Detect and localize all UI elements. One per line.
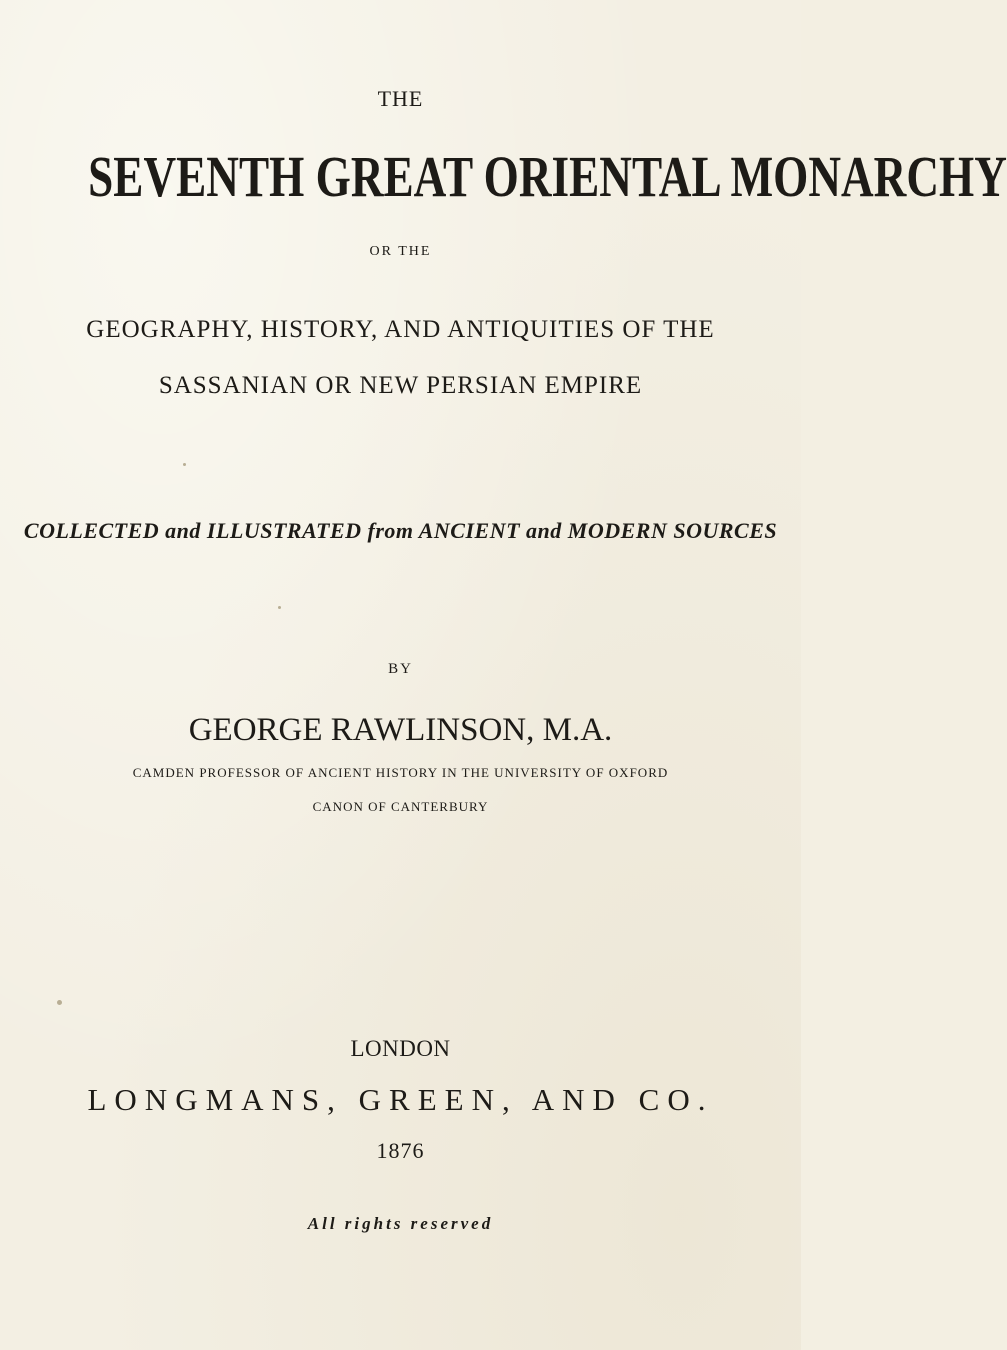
publication-year: 1876 (376, 1138, 425, 1163)
author-credential-2: CANON OF CANTERBURY (312, 799, 489, 814)
by-label: BY (388, 661, 413, 677)
subtitle-line-2: SASSANIAN OR NEW PERSIAN EMPIRE (158, 372, 643, 399)
title-prefix: THE (377, 86, 424, 111)
publisher: LONGMANS, GREEN, AND CO. (87, 1082, 714, 1117)
author-name: GEORGE RAWLINSON, M.A. (188, 712, 613, 748)
subtitle-line-1: GEOGRAPHY, HISTORY, AND ANTIQUITIES OF THE (86, 316, 715, 343)
main-title: SEVENTH GREAT ORIENTAL MONARCHY (88, 144, 1007, 209)
author-credential-1: CAMDEN PROFESSOR OF ANCIENT HISTORY IN THE UNIVERSITY OF OXFORD (132, 765, 669, 780)
paper-speck (57, 1000, 62, 1005)
paper-speck (183, 463, 186, 466)
publication-city: LONDON (350, 1036, 451, 1061)
title-connector: OR THE (369, 244, 432, 259)
paper-speck (278, 606, 281, 609)
rights-notice: All rights reserved (307, 1214, 494, 1233)
collected-line: COLLECTED and ILLUSTRATED from ANCIENT and MODERN SOURCES (23, 518, 778, 543)
